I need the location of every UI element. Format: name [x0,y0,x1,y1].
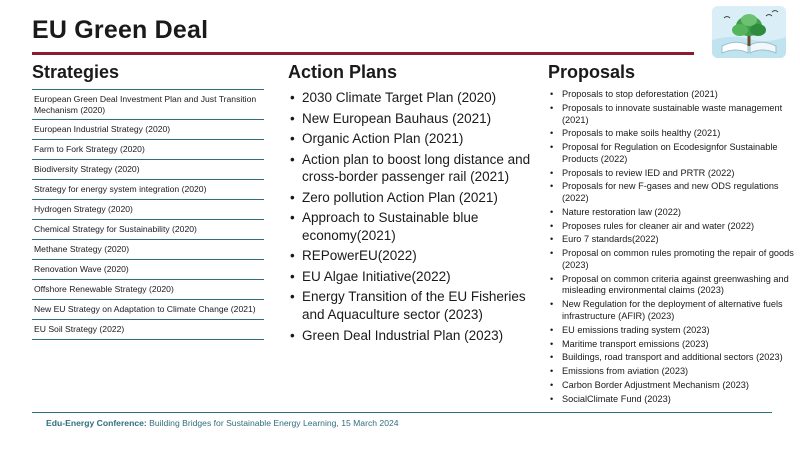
list-item: • Zero pollution Action Plan (2021) [288,189,532,207]
list-item: Biodiversity Strategy (2020) [32,160,264,180]
footer-conference-name: Edu-Energy Conference: [46,418,147,428]
list-item: European Industrial Strategy (2020) [32,120,264,140]
list-item: • REPowerEU(2022) [288,247,532,265]
list-item: • SocialClimate Fund (2023) [548,394,794,406]
list-item: • New European Bauhaus (2021) [288,110,532,128]
list-item: • Maritime transport emissions (2023) [548,339,794,351]
list-item: • Emissions from aviation (2023) [548,366,794,378]
list-item: • 2030 Climate Target Plan (2020) [288,89,532,107]
list-item: • Green Deal Industrial Plan (2023) [288,327,532,345]
action-plans-list [288,89,532,344]
list-item: • Action plan to boost long distance and cross-border passenger rail (2021) [288,151,532,186]
list-item: • EU emissions trading system (2023) [548,325,794,337]
list-item: • Carbon Border Adjustment Mechanism (2023) [548,380,794,392]
action-plans-heading: Action Plans [288,62,398,82]
list-item: Renovation Wave (2020) [32,260,264,280]
strategies-list [32,89,264,340]
list-item: • Proposals to review IED and PRTR (2022) [548,168,794,180]
footer-text: Building Bridges for Sustainable Energy Learning, 15 March 2024 [149,418,399,428]
title-divider [32,52,694,55]
list-item: • Proposes rules for cleaner air and water (2022) [548,221,794,233]
list-item: • Proposals to innovate sustainable waste management (2021) [548,103,794,127]
column-action-plans [288,62,532,347]
list-item: • Proposals for new F-gases and new ODS regulations (2022) [548,181,794,205]
list-item: • Proposals to stop deforestation (2021) [548,89,794,101]
column-proposals [548,62,794,407]
list-item: Offshore Renewable Strategy (2020) [32,280,264,300]
list-item: • Euro 7 standards(2022) [548,234,794,246]
list-item: Strategy for energy system integration (2020) [32,180,264,200]
list-item: • Buildings, road transport and additional sectors (2023) [548,352,794,364]
list-item: • Proposal on common criteria against greenwashing and misleading environmental claims (2023) [548,274,794,298]
green-book-tree-logo [712,6,786,58]
column-strategies [32,62,264,340]
footer-divider [32,412,772,413]
list-item: • Proposal on common rules promoting the repair of goods (2023) [548,248,794,272]
proposals-list [548,89,794,405]
list-item: New EU Strategy on Adaptation to Climate Change (2021) [32,300,264,320]
list-item: • Organic Action Plan (2021) [288,130,532,148]
proposals-heading: Proposals [548,62,636,82]
list-item: • Approach to Sustainable blue economy(2021) [288,209,532,244]
list-item: Methane Strategy (2020) [32,240,264,260]
list-item: • EU Algae Initiative(2022) [288,268,532,286]
list-item: EU Soil Strategy (2022) [32,320,264,340]
list-item: Hydrogen Strategy (2020) [32,200,264,220]
list-item: Chemical Strategy for Sustainability (2020) [32,220,264,240]
list-item: Farm to Fork Strategy (2020) [32,140,264,160]
list-item: • Energy Transition of the EU Fisheries and Aquaculture sector (2023) [288,288,532,323]
list-item: • Proposal for Regulation on Ecodesignfor Sustainable Products (2022) [548,142,794,166]
list-item: • Proposals to make soils healthy (2021) [548,128,794,140]
list-item: • Nature restoration law (2022) [548,207,794,219]
strategies-heading: Strategies [32,62,120,82]
list-item: European Green Deal Investment Plan and Just Transition Mechanism (2020) [32,89,264,120]
footer [46,418,399,428]
page-title: EU Green Deal [32,16,209,44]
list-item: • New Regulation for the deployment of alternative fuels infrastructure (AFIR) (2023) [548,299,794,323]
